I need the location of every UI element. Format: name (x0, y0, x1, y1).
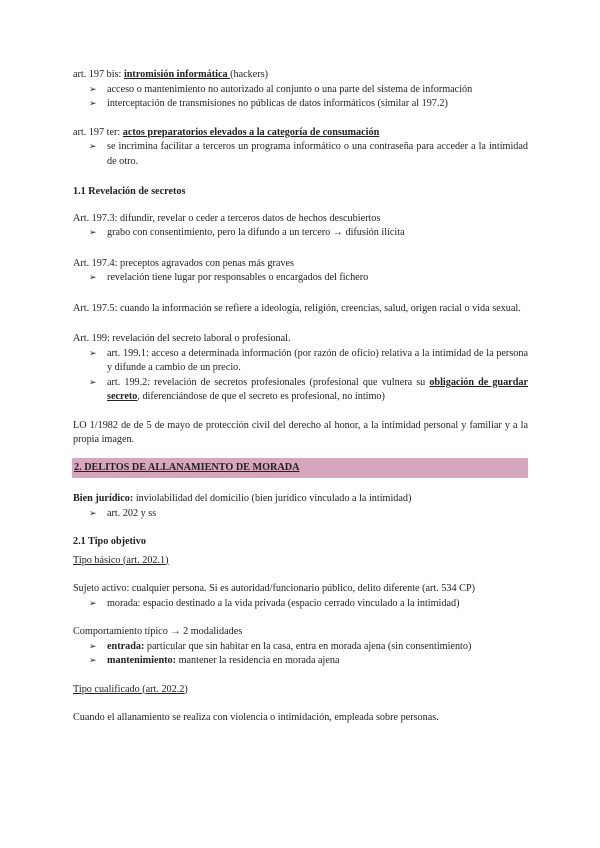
tipo-basico-heading: Tipo básico (art. 202.1) (73, 554, 169, 566)
arrow-bullet-icon: ➢ (89, 142, 97, 152)
art-197-bis-title: intromisión informática (123, 69, 231, 80)
list-item: ➢ grabo con consentimiento, pero la difundo a un tercero → difusión ilícita (73, 226, 528, 241)
art-197-3-line: Art. 197.3: difundir, revelar o ceder a terceros datos de hechos descubiertos (73, 212, 381, 224)
arrow-bullet-icon: ➢ (89, 641, 97, 652)
bien-juridico-label: Bien jurídico: (73, 493, 134, 504)
arrow-bullet-icon: ➢ (89, 99, 97, 109)
bien-juridico-line: Bien jurídico: inviolabilidad del domicilio (bien jurídico vinculado a la intimidad) (73, 493, 412, 504)
list-item: ➢ mantenimiento: mantener la residencia en morada ajena (73, 654, 528, 669)
sujeto-activo-line: Sujeto activo: cualquier persona. Si es autoridad/funcionario público, delito diferente (art. 534 CP) (73, 583, 476, 594)
art-197-4-line: Art. 197.4: preceptos agravados con penas más graves (73, 257, 294, 269)
document-page (73, 68, 528, 726)
tipo-cualificado-heading: Tipo cualificado (art. 202.2) (73, 683, 188, 695)
lo-1982-paragraph: LO 1/1982 de de 5 de mayo de protección civil del derecho al honor, a la intimidad personal y familiar y a la propia imagen. (73, 419, 528, 445)
obligacion-guardar-secreto: obligación de guardar secreto (107, 376, 528, 402)
arrow-bullet-icon: ➢ (89, 84, 97, 95)
list-item: ➢ acceso o mantenimiento no autorizado al conjunto o una parte del sistema de información (73, 83, 528, 98)
list-item: ➢ art. 199.2: revelación de secretos profesionales (profesional que vulnera su obligación de guardar secreto, diferenciándose de que el secreto es profesional, no íntimo) (89, 376, 528, 402)
arrow-bullet-icon: ➢ (89, 508, 97, 519)
art-197-ter-line (73, 126, 528, 141)
arrow-bullet-icon: ➢ (89, 598, 97, 609)
list-item: ➢ morada: espacio destinado a la vida privada (espacio cerrado vinculado a la intimidad) (73, 597, 528, 612)
art-197-bis-prefix: art. 197 bis: (73, 69, 124, 80)
art-197-ter-prefix: art. 197 ter: (73, 126, 123, 138)
arrow-bullet-icon: ➢ (89, 348, 97, 359)
list-item: ➢ interceptación de transmisiones no públicas de datos informáticos (similar al 197.2) (73, 97, 528, 112)
art-199-line: Art. 199: revelación del secreto laboral o profesional. (73, 333, 291, 344)
arrow-bullet-icon: ➢ (89, 377, 97, 388)
art-197-bis-line (73, 68, 528, 83)
list-item: ➢ entrada: particular que sin habitar en la casa, entra en morada ajena (sin consentimiento) (73, 640, 528, 655)
tipo-cualificado-paragraph: Cuando el allanamiento se realiza con violencia o intimidación, empleada sobre personas. (73, 712, 439, 723)
arrow-bullet-icon: ➢ (89, 228, 97, 238)
list-item: ➢ revelación tiene lugar por responsables o encargados del fichero (73, 271, 528, 286)
list-item: ➢ art. 202 y ss (73, 507, 528, 522)
art-197-ter-title: actos preparatorios elevados a la categoría de consumación (122, 126, 380, 138)
section-heading-2: 2. DELITOS DE ALLANAMIENTO DE MORADA (72, 458, 528, 479)
list-item: ➢ se incrimina facilitar a terceros un programa informático o una contraseña para acceder a la intimidad de otro. (89, 141, 528, 167)
comportamiento-line: Comportamiento típico → 2 modalidades (73, 626, 243, 637)
section-heading-2-1: 2.1 Tipo objetivo (73, 536, 146, 547)
arrow-bullet-icon: ➢ (89, 273, 97, 283)
arrow-bullet-icon: ➢ (89, 656, 97, 666)
section-heading-1-1: 1.1 Revelación de secretos (73, 186, 186, 197)
art-197-5-line: Art. 197.5: cuando la información se refiere a ideología, religión, creencias, salud, origen racial o vida sexual. (73, 302, 521, 314)
list-item: ➢ art. 199.1: acceso a determinada información (por razón de oficio) relativa a la intimidad de la persona y difunde a cambio de un precio. (89, 347, 528, 373)
art-197-bis-suffix: (hackers) (230, 69, 269, 80)
